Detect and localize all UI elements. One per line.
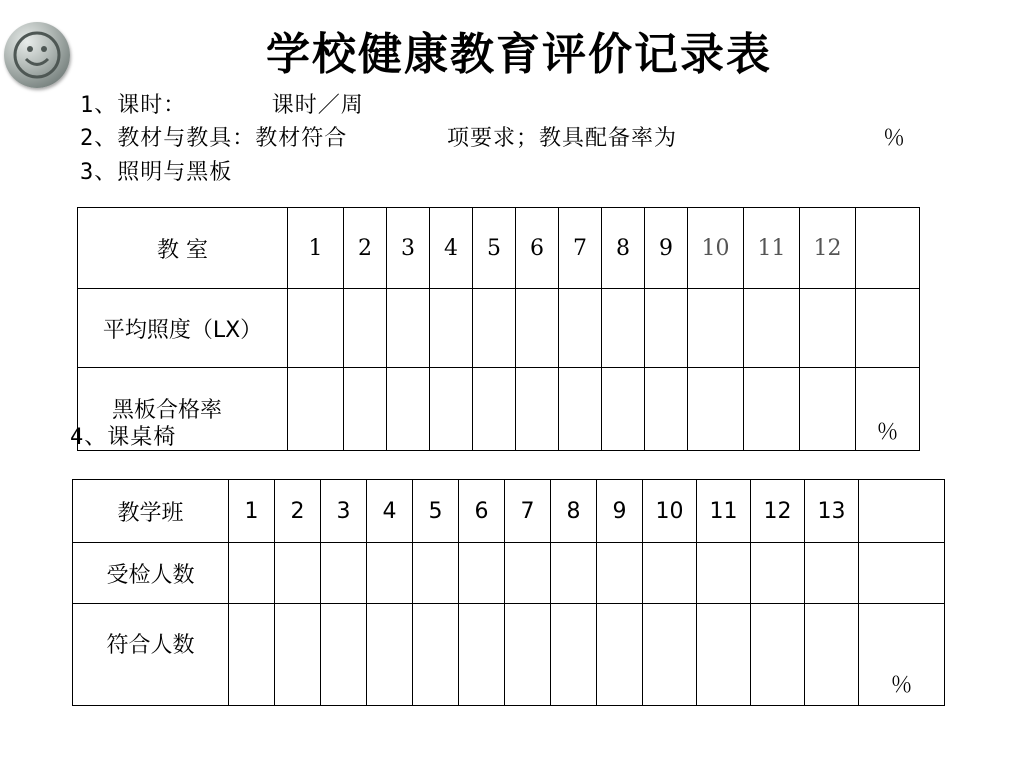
header-class: 教学班 [73, 480, 229, 543]
column-header: 2 [344, 208, 387, 289]
row-label-checked: 受检人数 [73, 543, 229, 604]
line-desks: 4、课桌椅 [70, 425, 177, 450]
column-header: 10 [643, 480, 697, 543]
column-header: 6 [516, 208, 559, 289]
input-cell[interactable] [551, 543, 597, 604]
input-cell[interactable] [516, 289, 559, 368]
input-cell[interactable] [288, 289, 344, 368]
input-cell[interactable] [751, 543, 805, 604]
input-cell[interactable] [387, 368, 430, 451]
qualified-percent: ％ [859, 604, 945, 706]
column-header: 4 [430, 208, 473, 289]
column-header: 2 [275, 480, 321, 543]
column-header: 9 [597, 480, 643, 543]
input-cell[interactable] [551, 604, 597, 706]
input-cell[interactable] [602, 368, 645, 451]
input-cell[interactable] [430, 368, 473, 451]
column-header: 10 [688, 208, 744, 289]
column-header: 5 [413, 480, 459, 543]
column-header: 11 [697, 480, 751, 543]
column-header: 9 [645, 208, 688, 289]
input-cell[interactable] [275, 604, 321, 706]
row-label-board: 黑板合格率 [112, 398, 223, 423]
input-cell[interactable] [459, 543, 505, 604]
row-label-qualified: 符合人数 [73, 604, 229, 706]
column-header: 8 [602, 208, 645, 289]
input-cell[interactable] [805, 543, 859, 604]
column-header: 5 [473, 208, 516, 289]
table-row [73, 480, 945, 543]
input-cell[interactable] [516, 368, 559, 451]
input-cell[interactable] [697, 604, 751, 706]
input-cell[interactable] [275, 543, 321, 604]
input-cell[interactable] [602, 289, 645, 368]
board-percent: ％ [856, 368, 920, 451]
input-cell[interactable] [744, 289, 800, 368]
input-cell[interactable] [643, 604, 697, 706]
table-row [78, 289, 920, 368]
table-row [73, 604, 945, 706]
column-header: 3 [387, 208, 430, 289]
input-cell[interactable] [321, 543, 367, 604]
input-cell[interactable] [559, 289, 602, 368]
table-row [78, 208, 920, 289]
input-cell[interactable] [413, 604, 459, 706]
column-header: 11 [744, 208, 800, 289]
column-header: 1 [288, 208, 344, 289]
column-header: 12 [800, 208, 856, 289]
input-cell[interactable] [229, 543, 275, 604]
input-cell[interactable] [597, 604, 643, 706]
line-lighting: 3、照明与黑板 [80, 160, 233, 185]
input-cell[interactable] [800, 289, 856, 368]
empty-cell [856, 208, 920, 289]
empty-cell [859, 480, 945, 543]
input-cell[interactable] [473, 289, 516, 368]
input-cell[interactable] [229, 604, 275, 706]
input-cell[interactable] [413, 543, 459, 604]
input-cell[interactable] [473, 368, 516, 451]
input-cell[interactable] [344, 289, 387, 368]
column-header: 3 [321, 480, 367, 543]
input-cell[interactable] [859, 543, 945, 604]
column-header: 7 [559, 208, 602, 289]
input-cell[interactable] [645, 368, 688, 451]
header-classroom: 教 室 [78, 208, 288, 289]
column-header: 12 [751, 480, 805, 543]
materials-percent: ％ [883, 126, 906, 151]
line-class-hours: 1、课时： 课时／周 [80, 93, 364, 118]
input-cell[interactable] [800, 368, 856, 451]
input-cell[interactable] [505, 543, 551, 604]
input-cell[interactable] [387, 289, 430, 368]
input-cell[interactable] [688, 289, 744, 368]
column-header: 1 [229, 480, 275, 543]
input-cell[interactable] [344, 368, 387, 451]
input-cell[interactable] [751, 604, 805, 706]
input-cell[interactable] [288, 368, 344, 451]
page-title: 学校健康教育评价记录表 [266, 29, 772, 80]
input-cell[interactable] [645, 289, 688, 368]
input-cell[interactable] [597, 543, 643, 604]
input-cell[interactable] [430, 289, 473, 368]
input-cell[interactable] [697, 543, 751, 604]
column-header: 4 [367, 480, 413, 543]
column-header: 7 [505, 480, 551, 543]
input-cell[interactable] [688, 368, 744, 451]
input-cell[interactable] [559, 368, 602, 451]
input-cell[interactable] [856, 289, 920, 368]
column-header: 8 [551, 480, 597, 543]
column-header: 6 [459, 480, 505, 543]
input-cell[interactable] [805, 604, 859, 706]
line-materials: 2、教材与教具：教材符合 项要求；教具配备率为 [80, 126, 677, 151]
table-row [73, 543, 945, 604]
column-header: 13 [805, 480, 859, 543]
row-label-illuminance: 平均照度（LX） [78, 289, 288, 368]
input-cell[interactable] [643, 543, 697, 604]
desk-table [72, 479, 945, 706]
input-cell[interactable] [459, 604, 505, 706]
input-cell[interactable] [505, 604, 551, 706]
input-cell[interactable] [744, 368, 800, 451]
input-cell[interactable] [367, 543, 413, 604]
input-cell[interactable] [367, 604, 413, 706]
input-cell[interactable] [321, 604, 367, 706]
